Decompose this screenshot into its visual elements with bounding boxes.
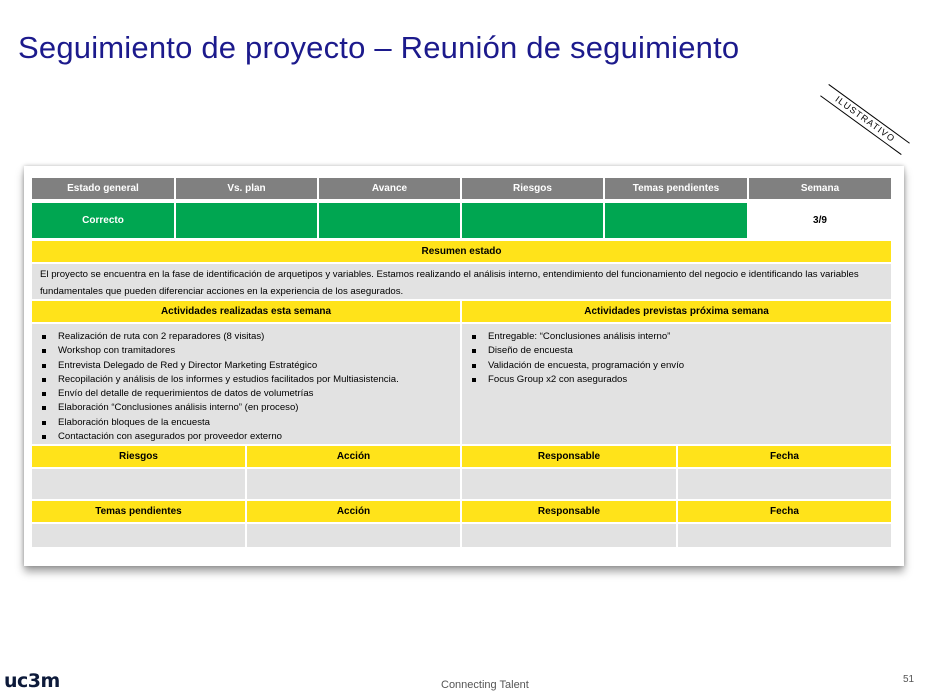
status-value-estado-general: Correcto xyxy=(32,203,174,238)
list-item: Validación de encuesta, programación y envío xyxy=(468,359,684,373)
status-header-vs-plan: Vs. plan xyxy=(176,178,317,199)
pending-cell-temas xyxy=(32,524,245,547)
pending-cell-fecha xyxy=(678,524,891,547)
risks-header-accion: Acción xyxy=(247,446,460,467)
risks-header-responsable: Responsable xyxy=(462,446,676,467)
illustrative-stamp xyxy=(820,84,910,155)
list-item: Contactación con asegurados por proveedor externo xyxy=(38,430,399,444)
risks-cell-responsable xyxy=(462,469,676,499)
risks-cell-fecha xyxy=(678,469,891,499)
page-number: 51 xyxy=(903,674,915,685)
activities-done-list xyxy=(32,324,460,444)
list-item: Diseño de encuesta xyxy=(468,344,684,358)
list-item: Entrevista Delegado de Red y Director Marketing Estratégico xyxy=(38,359,399,373)
status-value-avance xyxy=(319,203,460,238)
status-value-vs-plan xyxy=(176,203,317,238)
list-item: Realización de ruta con 2 reparadores (8 visitas) xyxy=(38,330,399,344)
risks-cell-riesgos xyxy=(32,469,245,499)
summary-text: El proyecto se encuentra en la fase de identificación de arquetipos y variables. Estamos realizando el análisis interno, entendimiento del funcionamiento del negocio e identificando las variables fundamentales que pueden diferenciar acciones en la experiencia de los asegurados. xyxy=(32,264,891,299)
status-value-temas-pendientes xyxy=(605,203,747,238)
footer-tagline: Connecting Talent xyxy=(441,679,529,691)
pending-header-fecha: Fecha xyxy=(678,501,891,522)
pending-cell-responsable xyxy=(462,524,676,547)
status-header-riesgos: Riesgos xyxy=(462,178,603,199)
status-header-estado-general: Estado general xyxy=(32,178,174,199)
list-item: Elaboración “Conclusiones análisis interno” (en proceso) xyxy=(38,401,399,415)
risks-cell-accion xyxy=(247,469,460,499)
list-item: Entregable: “Conclusiones análisis interno” xyxy=(468,330,684,344)
risks-header-riesgos: Riesgos xyxy=(32,446,245,467)
activities-next-header: Actividades previstas próxima semana xyxy=(462,301,891,322)
status-header-semana: Semana xyxy=(749,178,891,199)
list-item: Focus Group x2 con asegurados xyxy=(468,373,684,387)
risks-header-fecha: Fecha xyxy=(678,446,891,467)
activities-next-list xyxy=(462,324,891,444)
list-item: Recopilación y análisis de los informes y estudios facilitados por Multiasistencia. xyxy=(38,373,399,387)
slide-title: Seguimiento de proyecto – Reunión de seguimiento xyxy=(18,30,740,65)
activities-done-header: Actividades realizadas esta semana xyxy=(32,301,460,322)
pending-header-responsable: Responsable xyxy=(462,501,676,522)
status-header-avance: Avance xyxy=(319,178,460,199)
status-value-riesgos xyxy=(462,203,603,238)
summary-header: Resumen estado xyxy=(32,241,891,262)
status-value-semana: 3/9 xyxy=(749,203,891,238)
pending-header-accion: Acción xyxy=(247,501,460,522)
pending-cell-accion xyxy=(247,524,460,547)
list-item: Envío del detalle de requerimientos de datos de volumetrías xyxy=(38,387,399,401)
uc3m-logo: uc3m xyxy=(4,670,60,692)
list-item: Workshop con tramitadores xyxy=(38,344,399,358)
list-item: Elaboración bloques de la encuesta xyxy=(38,416,399,430)
stamp-label: ILUSTRATIVO xyxy=(833,94,898,145)
pending-header-temas: Temas pendientes xyxy=(32,501,245,522)
status-header-temas-pendientes: Temas pendientes xyxy=(605,178,747,199)
stamp-line-bottom xyxy=(820,95,901,155)
